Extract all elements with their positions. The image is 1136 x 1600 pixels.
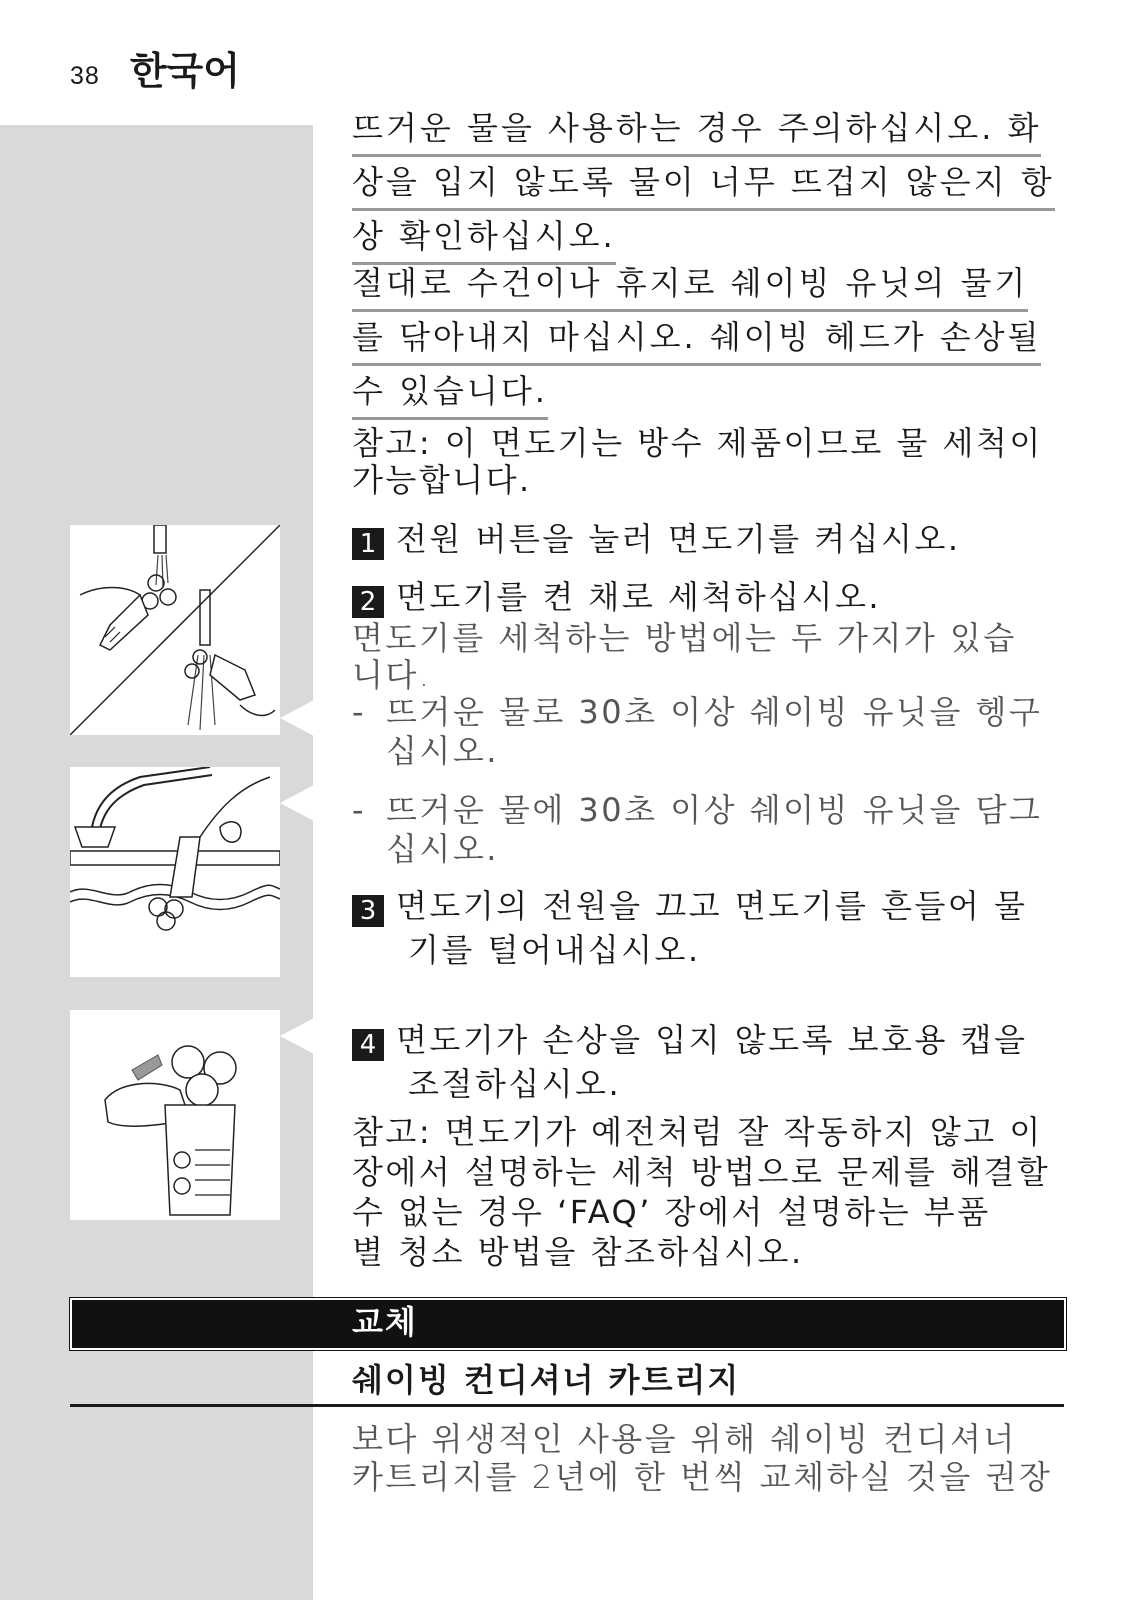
step-text: 전원 버튼을 눌러 면도기를 켜십시오. — [396, 520, 961, 558]
bullet-line: 뜨거운 물로 30초 이상 쉐이빙 유닛을 헹구 — [386, 693, 1043, 731]
step-text: 조절하십시오. — [408, 1065, 622, 1103]
warning-towel — [352, 258, 1062, 420]
step-number: 2 — [352, 586, 384, 618]
warning-line: 수 있습니다. — [352, 366, 548, 420]
note-line: 가능합니다. — [352, 461, 532, 499]
step-number: 4 — [352, 1029, 384, 1061]
detail-line: 면도기를 세척하는 방법에는 두 가지가 있습 — [352, 619, 1017, 657]
bullet-line: 십시오. — [386, 830, 499, 868]
step-4 — [352, 1018, 1027, 1106]
illustration-pointer — [280, 700, 314, 736]
page-header — [70, 40, 240, 93]
bullet-immerse — [352, 791, 1072, 869]
note-faq — [352, 1112, 1062, 1272]
illustration-pointer — [280, 785, 314, 821]
section-bar — [70, 1298, 1066, 1350]
step-text: 기를 털어내십시오. — [408, 931, 701, 969]
detail-line: 니다. — [352, 656, 432, 694]
warning-hot-water — [352, 103, 1062, 265]
note-line: 별 청소 방법을 참조하십시오. — [352, 1233, 804, 1271]
note-line: 참고: 이 면도기는 방수 제품이므로 물 세척이 — [352, 424, 1043, 462]
note-line: 수 없는 경우 ‘FAQ’ 장에서 설명하는 부품 — [352, 1193, 991, 1231]
step-1 — [352, 517, 961, 561]
subsection-body — [352, 1420, 1062, 1496]
warning-line: 상을 입지 않도록 물이 너무 뜨겁지 않은지 항 — [352, 157, 1055, 211]
bullet-rinse — [352, 693, 1072, 771]
warning-line: 를 닦아내지 마십시오. 쉐이빙 헤드가 손상될 — [352, 312, 1041, 366]
body-line: 카트리지를 2년에 한 번씩 교체하실 것을 권장 — [352, 1458, 1053, 1496]
step-text: 면도기를 켠 채로 세척하십시오. — [396, 578, 882, 616]
note-line: 참고: 면도기가 예전처럼 잘 작동하지 않고 이 — [352, 1113, 1043, 1151]
step-3 — [352, 884, 1027, 972]
step-number: 1 — [352, 528, 384, 560]
page-number: 38 — [70, 62, 100, 90]
warning-line: 뜨거운 물을 사용하는 경우 주의하십시오. 화 — [352, 103, 1041, 157]
immerse-illustration — [70, 767, 280, 977]
note-line: 장에서 설명하는 세척 방법으로 문제를 해결할 — [352, 1153, 1051, 1191]
bullet-dash: - — [352, 791, 367, 829]
rinse-illustration — [70, 525, 280, 735]
step-number: 3 — [352, 895, 384, 927]
cap-illustration — [70, 1010, 280, 1220]
bullet-line: 십시오. — [386, 732, 499, 770]
warning-line: 상 확인하십시오. — [352, 211, 616, 265]
rinse-drawing — [70, 525, 280, 735]
step-text: 면도기의 전원을 끄고 면도기를 흔들어 물 — [396, 887, 1028, 925]
bullet-dash: - — [352, 693, 367, 731]
warning-line: 절대로 수건이나 휴지로 쉐이빙 유닛의 물기 — [352, 258, 1028, 312]
step-2-detail — [352, 620, 1062, 694]
illustration-pointer — [280, 1018, 314, 1054]
note-waterproof — [352, 425, 1062, 499]
subsection-rule — [70, 1404, 1064, 1407]
bullet-line: 뜨거운 물에 30초 이상 쉐이빙 유닛을 담그 — [386, 791, 1043, 829]
step-text: 면도기가 손상을 입지 않도록 보호용 캡을 — [396, 1021, 1028, 1059]
body-line: 보다 위생적인 사용을 위해 쉐이빙 컨디셔너 — [352, 1420, 1017, 1458]
subsection-title: 쉐이빙 컨디셔너 카트리지 — [352, 1361, 741, 1399]
step-2 — [352, 575, 881, 619]
immerse-drawing — [70, 767, 280, 977]
section-title: 교체 — [352, 1303, 418, 1341]
cap-drawing — [70, 1010, 280, 1220]
language-title: 한국어 — [129, 49, 240, 93]
